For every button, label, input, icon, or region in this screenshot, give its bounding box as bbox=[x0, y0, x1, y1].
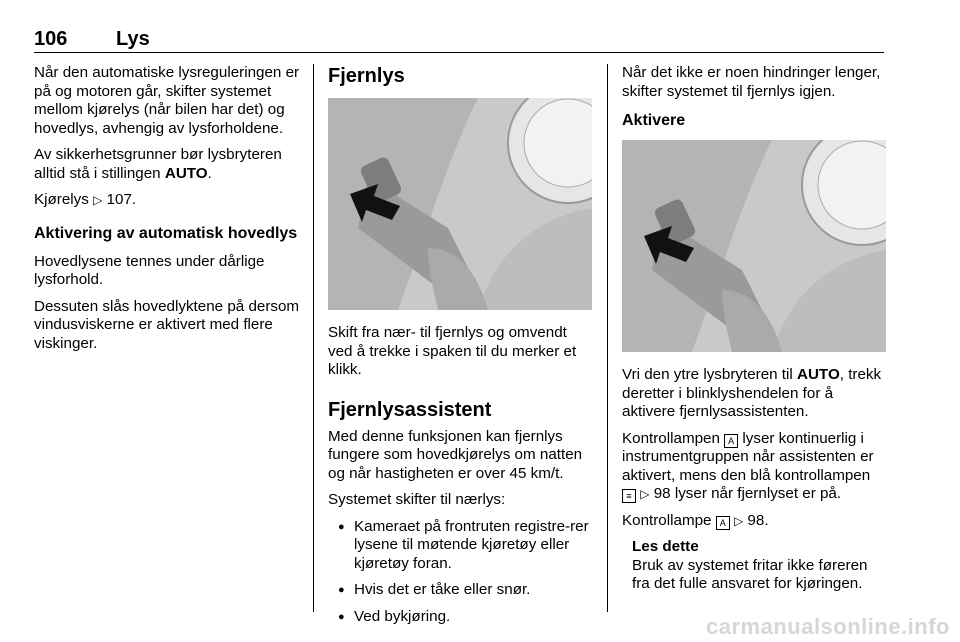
list-item: ● Ved bykjøring. bbox=[328, 608, 592, 627]
paragraph: Systemet skifter til nærlys: bbox=[328, 491, 506, 508]
column-3 bbox=[622, 64, 886, 594]
list-item: ● Kameraet på frontruten registre-rer lysene til møtende kjøretøy eller kjøretøy foran. bbox=[328, 518, 592, 574]
section-heading: Fjernlysassistent bbox=[328, 398, 492, 421]
bullet-list bbox=[328, 518, 592, 627]
paragraph: Av sikkerhetsgrunner bør lysbryteren alltid stå i stillingen AUTO. bbox=[34, 146, 282, 182]
reference-arrow-icon: ▷ bbox=[93, 193, 103, 207]
watermark: carmanualsonline.info bbox=[706, 614, 950, 639]
paragraph: Hovedlysene tennes under dårlige lysforhold. bbox=[34, 252, 265, 288]
high-beam-assist-icon: A bbox=[716, 516, 730, 530]
paragraph: Kontrollampen A lyser kontinuerlig i instrumentgruppen når assistenten er aktivert, mens den blå kontrollampen ≡ ▷ 98 lyser når fjernlyset er på. bbox=[622, 429, 874, 502]
paragraph: Dessuten slås hovedlyktene på dersom vindusviskerne er aktivert med flere viskinger. bbox=[34, 297, 300, 352]
cross-reference[interactable]: Kontrollampe A ▷ 98. bbox=[622, 511, 769, 529]
cross-reference[interactable]: Kjørelys ▷ 107. bbox=[34, 191, 137, 208]
paragraph: Skift fra nær- til fjernlys og omvendt ved å trekke i spaken til du merker et klikk. bbox=[328, 324, 577, 378]
note-box bbox=[622, 538, 886, 594]
page-number: 106 bbox=[34, 28, 68, 50]
high-beam-assist-icon: A bbox=[724, 434, 738, 448]
reference-arrow-icon: ▷ bbox=[733, 513, 744, 528]
paragraph: Vri den ytre lysbryteren til AUTO, trekk deretter i blinklyshendelen for å aktivere fjernlysassistenten. bbox=[622, 366, 882, 420]
column-divider bbox=[313, 64, 314, 612]
stalk-illustration bbox=[328, 98, 592, 310]
column-divider bbox=[607, 64, 608, 612]
page-header bbox=[34, 28, 884, 53]
paragraph: Når det ikke er noen hindringer lenger, skifter systemet til fjernlys igjen. bbox=[622, 64, 881, 100]
stalk-illustration bbox=[622, 140, 886, 352]
column-2 bbox=[328, 64, 592, 634]
note-title: Les dette bbox=[632, 538, 699, 555]
column-1 bbox=[34, 64, 300, 361]
section-heading: Fjernlys bbox=[328, 65, 405, 87]
high-beam-icon: ≡ bbox=[622, 489, 636, 503]
chapter-title: Lys bbox=[116, 28, 150, 50]
list-item: ● Hvis det er tåke eller snør. bbox=[328, 581, 592, 600]
section-heading: Aktivere bbox=[622, 112, 686, 129]
note-text: Bruk av systemet fritar ikke føreren fra det fulle ansvaret for kjøringen. bbox=[632, 556, 868, 592]
paragraph: Med denne funksjonen kan fjernlys fungere som hovedkjørelys om natten og når hastigheten er over 45 km/t. bbox=[328, 427, 583, 482]
paragraph: Når den automatiske lysreguleringen er på og motoren går, skifter systemet mellom kjørelys (når bilen har det) og hovedlys, avhengig av lysforholdene. bbox=[34, 64, 300, 137]
section-heading: Aktivering av automatisk hovedlys bbox=[34, 224, 298, 242]
reference-arrow-icon: ▷ bbox=[640, 487, 650, 501]
